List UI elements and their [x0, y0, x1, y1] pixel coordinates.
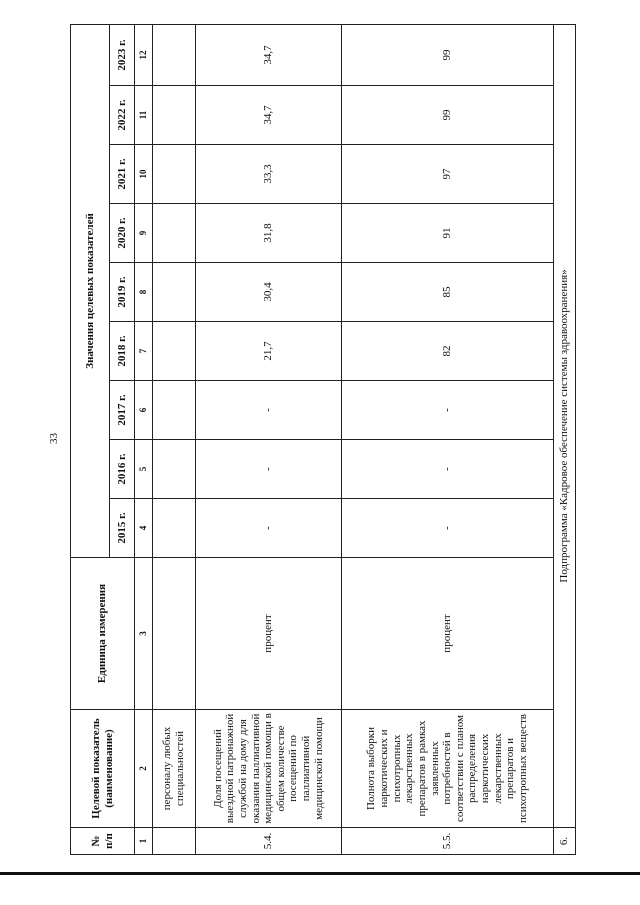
table-row	[153, 24, 196, 854]
header-num: № п/п	[71, 828, 135, 855]
column-number-row	[135, 24, 153, 854]
table-row	[196, 24, 342, 854]
row-value: 99	[342, 24, 554, 85]
header-year: 2021 г.	[110, 145, 135, 204]
column-number: 2	[135, 710, 153, 828]
row-value	[153, 204, 196, 263]
header-row-1	[71, 24, 110, 854]
row-value: -	[196, 499, 342, 558]
row-value: 31,8	[196, 204, 342, 263]
row-num	[153, 828, 196, 855]
header-year: 2016 г.	[110, 440, 135, 499]
column-number: 4	[135, 499, 153, 558]
column-number: 12	[135, 24, 153, 85]
page-number: 33	[48, 433, 60, 444]
row-value	[153, 263, 196, 322]
row-value: 99	[342, 86, 554, 145]
column-number: 3	[135, 558, 153, 710]
row-value: 34,7	[196, 24, 342, 85]
column-number: 7	[135, 322, 153, 381]
row-value: -	[342, 499, 554, 558]
rotated-table-frame	[70, 25, 575, 855]
row-value	[153, 145, 196, 204]
subprogram-title: Подпрограмма «Кадровое обеспечение системы здравоохранения»	[554, 24, 576, 827]
header-year: 2019 г.	[110, 263, 135, 322]
row-value	[153, 499, 196, 558]
column-number: 1	[135, 828, 153, 855]
indicators-table	[70, 24, 576, 855]
row-unit: процент	[196, 558, 342, 710]
header-year: 2020 г.	[110, 204, 135, 263]
row-value: -	[342, 381, 554, 440]
column-number: 10	[135, 145, 153, 204]
row-value: 21,7	[196, 322, 342, 381]
row-value: 82	[342, 322, 554, 381]
row-name: Полнота выборки наркотических и психотропных лекарственных препаратов в рамках заявленных потребностей в соответствии с планом распределения наркотических лекарственных препаратов и психотропных веществ	[342, 710, 554, 828]
column-number: 9	[135, 204, 153, 263]
column-number: 11	[135, 86, 153, 145]
row-value: 85	[342, 263, 554, 322]
row-value	[153, 322, 196, 381]
row-value: 33,3	[196, 145, 342, 204]
header-unit: Единица измерения	[71, 558, 135, 710]
row-num: 5.4.	[196, 828, 342, 855]
column-number: 8	[135, 263, 153, 322]
row-value	[153, 24, 196, 85]
page-bottom-rule	[0, 872, 640, 875]
row-value: -	[342, 440, 554, 499]
row-name: персоналу любых специальностей	[153, 710, 196, 828]
header-year: 2018 г.	[110, 322, 135, 381]
column-number: 5	[135, 440, 153, 499]
subprogram-row	[554, 24, 576, 854]
row-value: 91	[342, 204, 554, 263]
row-value: 97	[342, 145, 554, 204]
header-year: 2017 г.	[110, 381, 135, 440]
row-value: -	[196, 440, 342, 499]
row-value	[153, 381, 196, 440]
row-unit: процент	[342, 558, 554, 710]
row-value	[153, 86, 196, 145]
header-year: 2015 г.	[110, 499, 135, 558]
header-values: Значения целевых показателей	[71, 24, 110, 557]
row-value	[153, 440, 196, 499]
header-year: 2023 г.	[110, 24, 135, 85]
header-year: 2022 г.	[110, 86, 135, 145]
row-unit	[153, 558, 196, 710]
row-value: -	[196, 381, 342, 440]
row-value: 34,7	[196, 86, 342, 145]
column-number: 6	[135, 381, 153, 440]
table-row	[342, 24, 554, 854]
subprogram-num: 6.	[554, 828, 576, 855]
row-value: 30,4	[196, 263, 342, 322]
row-num: 5.5.	[342, 828, 554, 855]
row-name: Доля посещений выездной патронажной службой на дому для оказания паллиативной медицинской помощи в общем количестве посещений по паллиативной медицинской помощи	[196, 710, 342, 828]
header-indicator: Целевой показатель (наименование)	[71, 710, 135, 828]
